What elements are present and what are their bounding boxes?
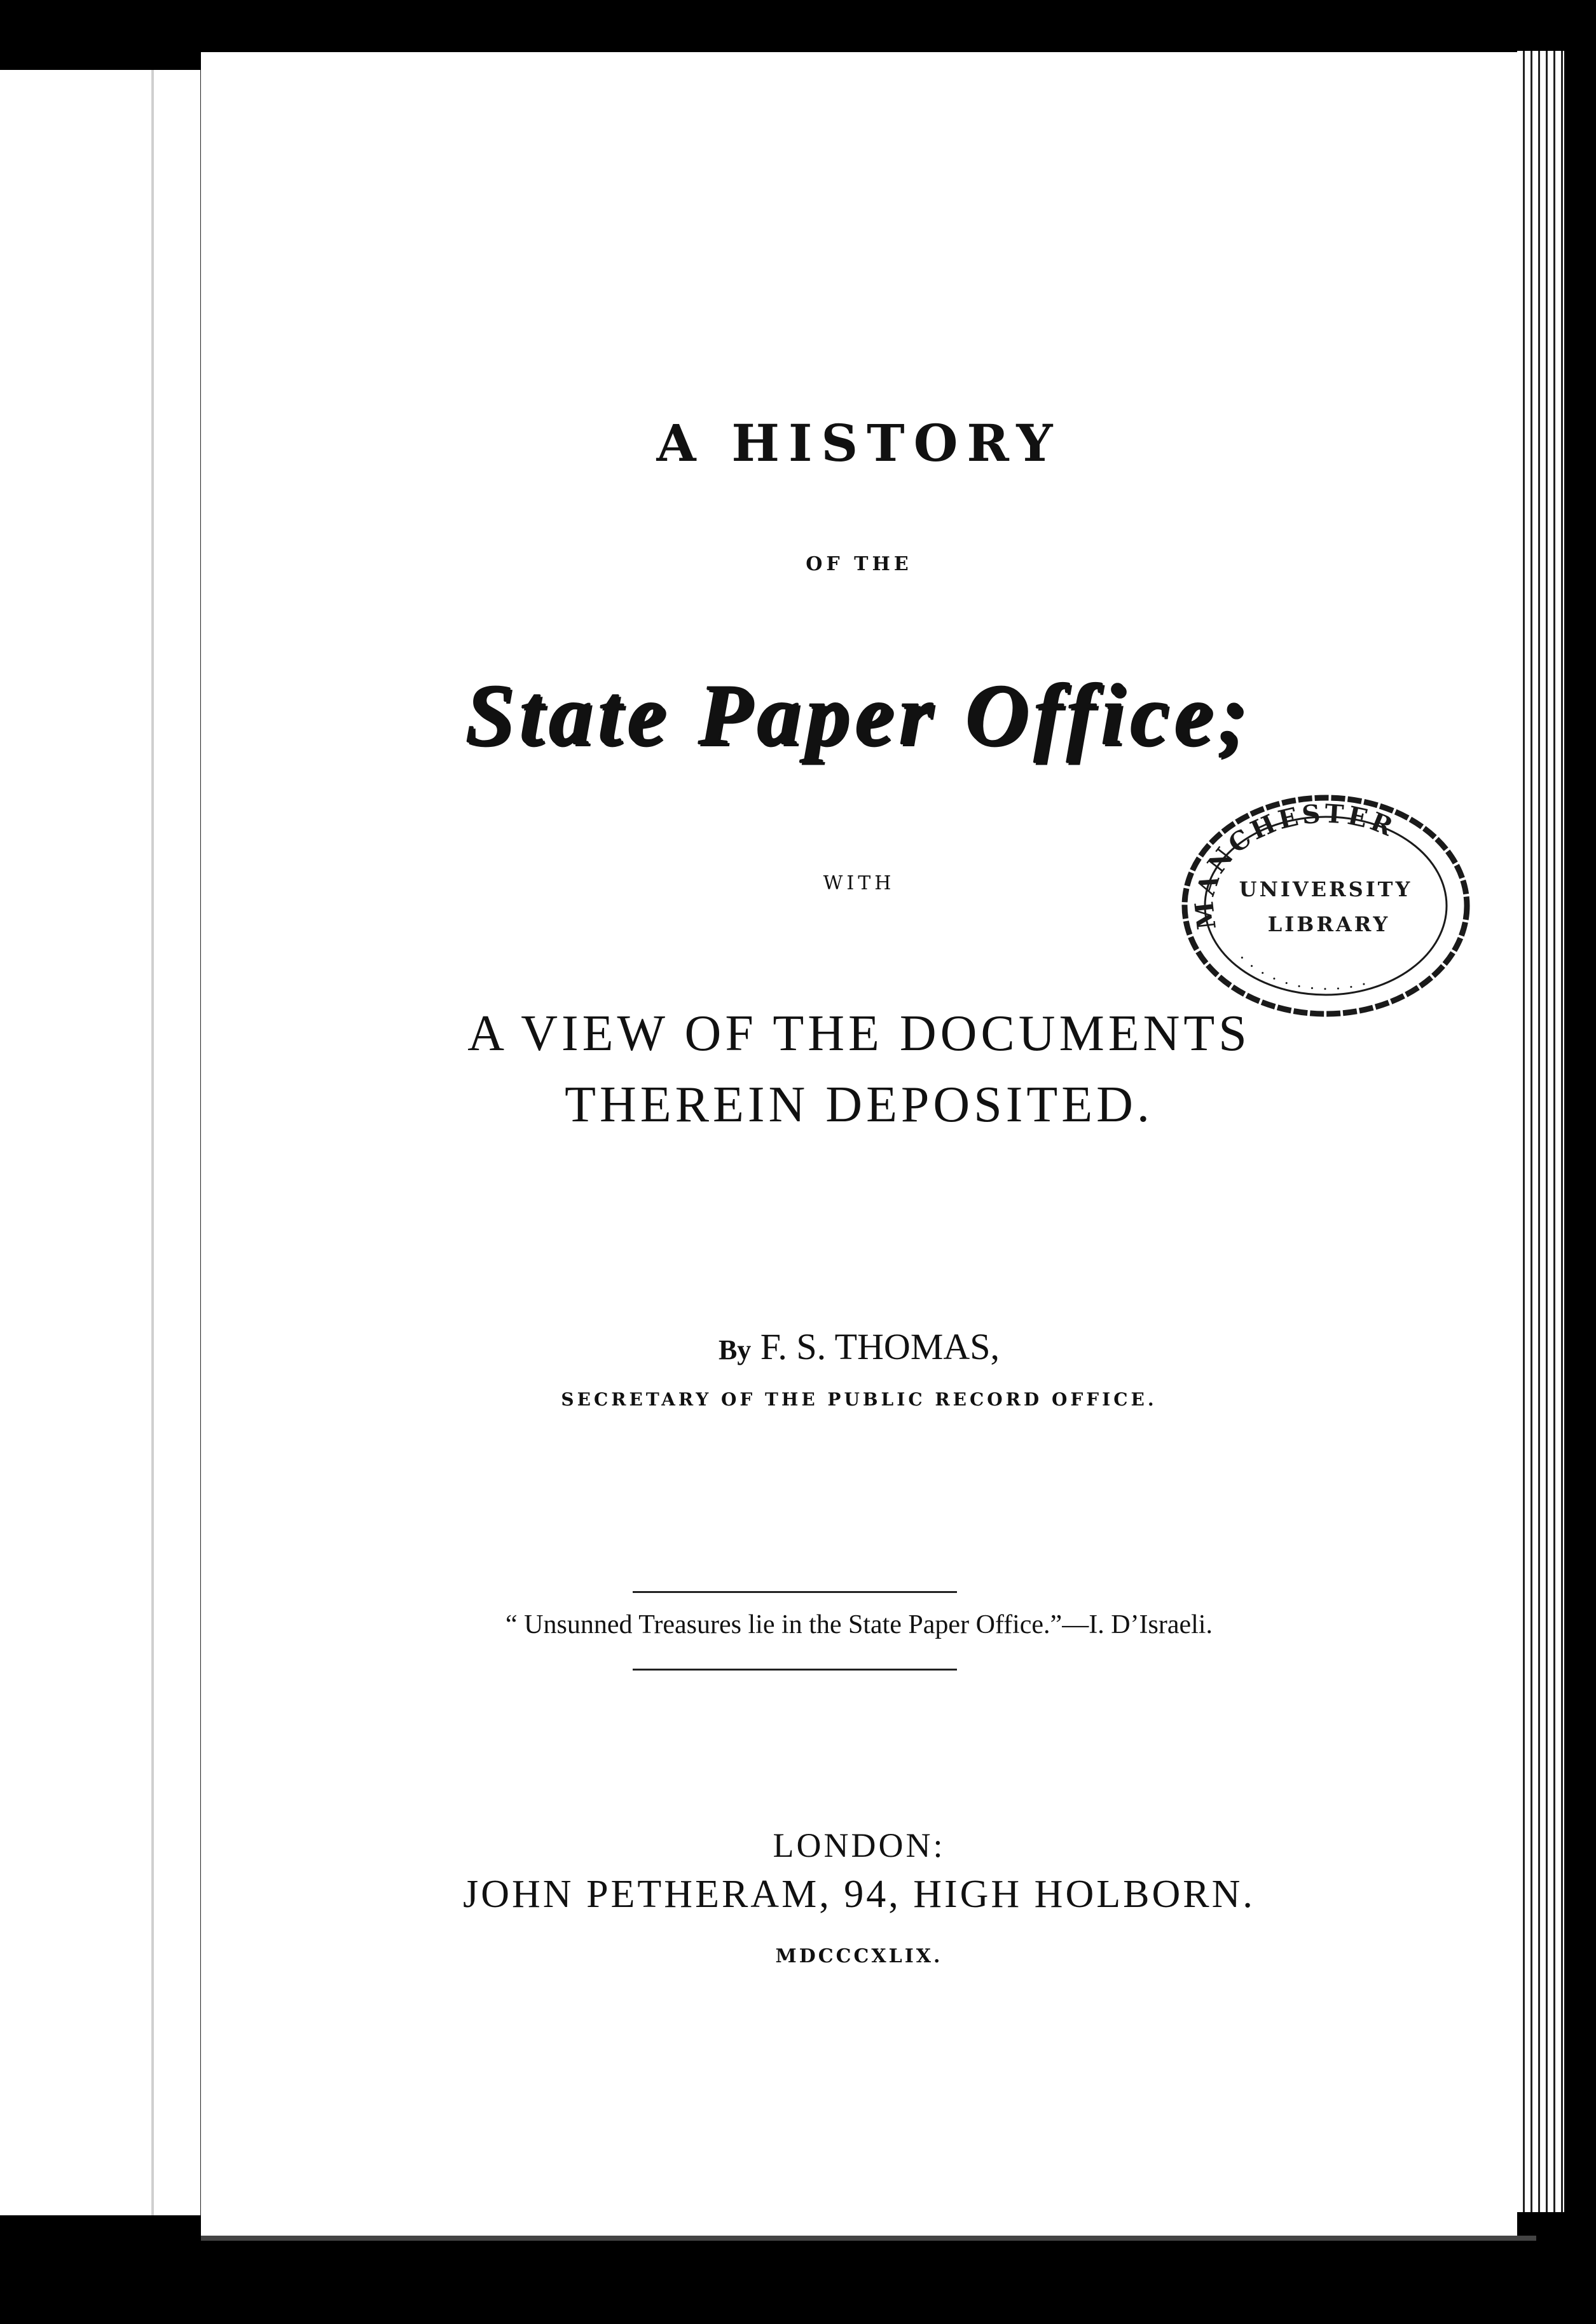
title-line-with: WITH — [823, 872, 895, 894]
title-line-of-the: OF THE — [806, 553, 912, 575]
author-by: By — [718, 1334, 752, 1365]
author-role: SECRETARY OF THE PUBLIC RECORD OFFICE. — [561, 1389, 1157, 1410]
imprint-city: LONDON: — [773, 1826, 946, 1864]
page-edges — [1517, 51, 1564, 2212]
svg-text:UNIVERSITY: UNIVERSITY — [1239, 877, 1413, 901]
page-bottom-edge — [201, 2236, 1536, 2241]
subtitle-line-2: THEREIN DEPOSITED. — [565, 1077, 1153, 1133]
author-line — [201, 1325, 1517, 1368]
svg-text:LIBRARY: LIBRARY — [1267, 912, 1391, 936]
epigraph: “ Unsunned Treasures lie in the State Paper Office.”—I. D’Israeli. — [506, 1610, 1213, 1639]
title-line-history: A HISTORY — [656, 413, 1062, 473]
svg-text:MANCHESTER: MANCHESTER — [1188, 798, 1400, 931]
author-name: F. S. THOMAS, — [760, 1326, 1000, 1367]
svg-text:· · · · · · · · · · ·: · · · · · · · · · · · — [1234, 950, 1371, 999]
epigraph-rule-bottom — [633, 1669, 957, 1671]
gutter-line — [151, 70, 154, 2215]
library-stamp — [1180, 788, 1472, 1023]
facing-page-leaf — [0, 70, 202, 2215]
subtitle-line-1: A VIEW OF THE DOCUMENTS — [467, 1006, 1251, 1062]
imprint-year: MDCCCXLIX. — [775, 1945, 943, 1967]
imprint-publisher: JOHN PETHERAM, 94, HIGH HOLBORN. — [463, 1873, 1255, 1916]
title-main-state-paper-office: State Paper Office; — [465, 666, 1253, 763]
epigraph-rule-top — [633, 1591, 957, 1593]
